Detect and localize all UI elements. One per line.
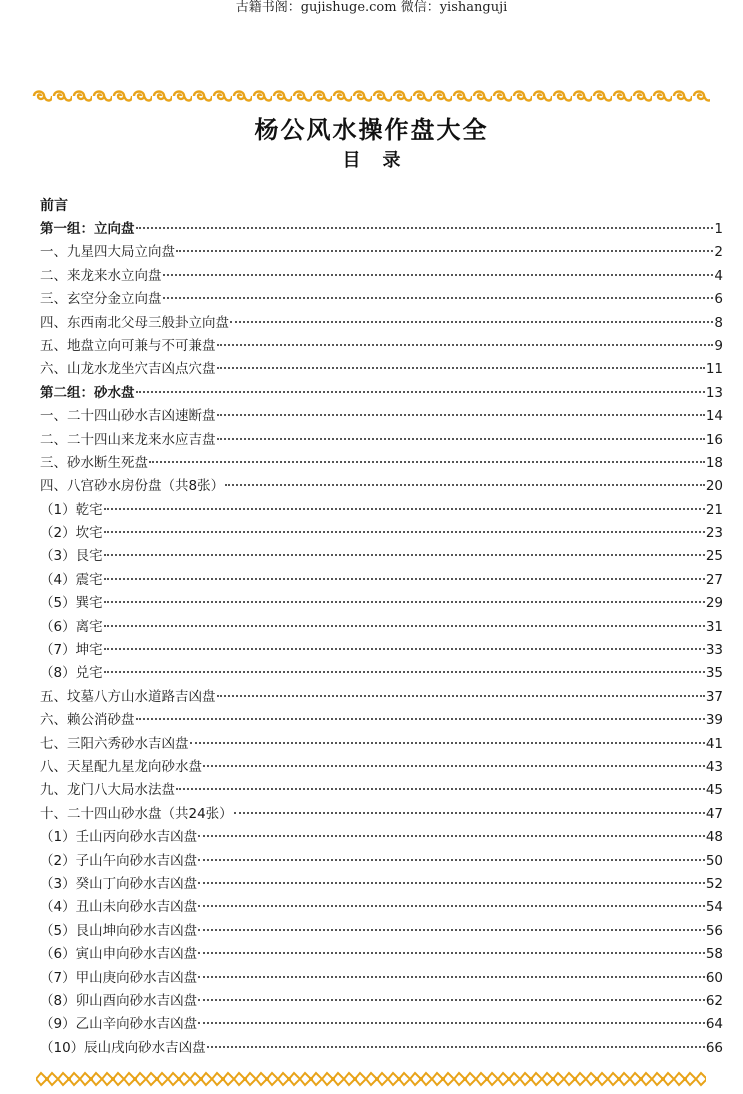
toc-leader-dots: [163, 297, 714, 299]
toc-entry-title: 五、地盘立向可兼与不可兼盘: [40, 337, 216, 354]
toc-leader-dots: [104, 554, 705, 556]
toc-entry-title: 二、二十四山来龙来水应吉盘: [40, 431, 216, 448]
toc-entry-page: 31: [705, 618, 723, 635]
toc-leader-dots: [198, 929, 705, 931]
toc-entry-title: 五、坟墓八方山水道路吉凶盘: [40, 688, 216, 705]
toc-entry-page: 2: [714, 244, 723, 261]
toc-leader-dots: [198, 1022, 705, 1024]
toc-entry[interactable]: [40, 429, 723, 452]
toc-leader-dots: [136, 718, 705, 720]
toc-entry-title: （7）甲山庚向砂水吉凶盘: [40, 969, 198, 986]
toc-entry-page: 58: [705, 946, 723, 963]
toc-entry[interactable]: [40, 405, 723, 428]
table-of-contents: [40, 218, 723, 1060]
toc-entry-title: 一、二十四山砂水吉凶速断盘: [40, 408, 216, 425]
toc-leader-dots: [104, 671, 705, 673]
toc-entry-title: 第二组：砂水盘: [40, 384, 135, 401]
toc-leader-dots: [149, 461, 705, 463]
toc-leader-dots: [198, 976, 705, 978]
toc-entry-title: （7）坤宅: [40, 642, 103, 659]
toc-entry[interactable]: [40, 733, 723, 756]
toc-entry[interactable]: [40, 709, 723, 732]
toc-leader-dots: [234, 812, 705, 814]
toc-leader-dots: [136, 227, 714, 229]
toc-entry-page: 48: [705, 829, 723, 846]
toc-entry-page: 14: [705, 408, 723, 425]
toc-entry[interactable]: [40, 545, 723, 568]
toc-entry-page: 27: [705, 571, 723, 588]
toc-entry-page: 50: [705, 852, 723, 869]
toc-leader-dots: [225, 484, 705, 486]
preface-entry[interactable]: 前言: [40, 198, 68, 214]
toc-entry-title: （5）艮山坤向砂水吉凶盘: [40, 922, 198, 939]
toc-entry-title: （3）癸山丁向砂水吉凶盘: [40, 875, 198, 892]
toc-entry-title: （6）离宅: [40, 618, 103, 635]
toc-leader-dots: [104, 508, 705, 510]
toc-entry[interactable]: [40, 1037, 723, 1060]
toc-entry-title: 第一组：立向盘: [40, 221, 135, 237]
toc-leader-dots: [136, 391, 705, 393]
toc-entry[interactable]: [40, 218, 723, 241]
toc-entry[interactable]: [40, 452, 723, 475]
toc-entry-title: （5）巽宅: [40, 595, 103, 612]
toc-entry-title: 一、九星四大局立向盘: [40, 244, 175, 261]
toc-entry-title: 四、东西南北父母三般卦立向盘: [40, 314, 229, 331]
toc-leader-dots: [198, 952, 705, 954]
toc-entry[interactable]: [40, 592, 723, 615]
toc-leader-dots: [198, 999, 705, 1001]
toc-entry[interactable]: [40, 756, 723, 779]
toc-entry-title: （10）辰山戌向砂水吉凶盘: [40, 1039, 206, 1056]
toc-entry-title: （6）寅山申向砂水吉凶盘: [40, 946, 198, 963]
toc-entry[interactable]: [40, 639, 723, 662]
toc-leader-dots: [104, 625, 705, 627]
toc-entry-page: 23: [705, 525, 723, 542]
toc-leader-dots: [217, 414, 705, 416]
toc-entry-title: 二、来龙来水立向盘: [40, 267, 162, 284]
toc-entry[interactable]: [40, 616, 723, 639]
toc-entry-title: （8）兑宅: [40, 665, 103, 682]
toc-leader-dots: [104, 601, 705, 603]
toc-entry[interactable]: [40, 873, 723, 896]
toc-leader-dots: [176, 788, 705, 790]
toc-entry-page: 20: [705, 478, 723, 495]
toc-entry-title: （9）乙山辛向砂水吉凶盘: [40, 1016, 198, 1033]
toc-entry-page: 47: [705, 805, 723, 822]
toc-entry[interactable]: [40, 522, 723, 545]
toc-entry-title: 六、赖公消砂盘: [40, 712, 135, 729]
toc-entry-title: 十、二十四山砂水盘（共24张）: [40, 805, 233, 822]
toc-entry-title: 四、八宫砂水房份盘（共8张）: [40, 478, 225, 495]
toc-entry-title: 九、龙门八大局水法盘: [40, 782, 175, 799]
toc-leader-dots: [176, 250, 713, 252]
toc-heading: 目录: [342, 150, 423, 171]
toc-leader-dots: [104, 578, 705, 580]
toc-entry-page: 54: [705, 899, 723, 916]
top-ornament-border: [32, 88, 710, 104]
toc-entry-page: 41: [705, 735, 723, 752]
toc-leader-dots: [198, 905, 705, 907]
toc-leader-dots: [217, 438, 705, 440]
toc-entry-page: 13: [705, 384, 723, 401]
toc-entry[interactable]: [40, 1013, 723, 1036]
toc-entry-title: 八、天星配九星龙向砂水盘: [40, 758, 202, 775]
toc-entry-title: （4）震宅: [40, 571, 103, 588]
toc-leader-dots: [163, 274, 714, 276]
toc-entry[interactable]: [40, 358, 723, 381]
toc-entry-page: 11: [705, 361, 723, 378]
toc-entry[interactable]: [40, 943, 723, 966]
toc-entry[interactable]: [40, 686, 723, 709]
toc-entry[interactable]: [40, 382, 723, 405]
toc-entry-page: 1: [714, 221, 723, 237]
toc-entry-page: 9: [714, 337, 723, 354]
toc-entry-page: 39: [705, 712, 723, 729]
toc-entry-page: 4: [714, 267, 723, 284]
toc-entry-page: 62: [705, 992, 723, 1009]
toc-entry-page: 16: [705, 431, 723, 448]
toc-entry[interactable]: [40, 312, 723, 335]
toc-entry-page: 45: [705, 782, 723, 799]
toc-entry-page: 52: [705, 875, 723, 892]
toc-leader-dots: [217, 695, 705, 697]
toc-entry[interactable]: [40, 779, 723, 802]
toc-entry-title: （2）坎宅: [40, 525, 103, 542]
toc-entry[interactable]: [40, 288, 723, 311]
toc-entry[interactable]: [40, 850, 723, 873]
toc-entry-title: （8）卯山酉向砂水吉凶盘: [40, 992, 198, 1009]
toc-entry-page: 33: [705, 642, 723, 659]
toc-entry-page: 66: [705, 1039, 723, 1056]
toc-leader-dots: [190, 742, 705, 744]
toc-entry-page: 37: [705, 688, 723, 705]
toc-entry-page: 25: [705, 548, 723, 565]
toc-entry[interactable]: [40, 475, 723, 498]
toc-entry-title: （1）壬山丙向砂水吉凶盘: [40, 829, 198, 846]
bottom-ornament-border: [36, 1070, 706, 1088]
toc-entry[interactable]: [40, 662, 723, 685]
toc-entry[interactable]: [40, 967, 723, 990]
toc-leader-dots: [230, 321, 713, 323]
toc-entry[interactable]: [40, 826, 723, 849]
toc-entry[interactable]: [40, 499, 723, 522]
toc-entry[interactable]: [40, 335, 723, 358]
toc-entry[interactable]: [40, 896, 723, 919]
toc-entry-page: 64: [705, 1016, 723, 1033]
toc-leader-dots: [217, 344, 714, 346]
toc-entry-page: 56: [705, 922, 723, 939]
toc-entry[interactable]: [40, 920, 723, 943]
toc-entry-title: 七、三阳六秀砂水吉凶盘: [40, 735, 189, 752]
toc-leader-dots: [198, 859, 705, 861]
toc-entry[interactable]: [40, 241, 723, 264]
toc-entry-title: （1）乾宅: [40, 501, 103, 518]
toc-entry-title: 六、山龙水龙坐穴吉凶点穴盘: [40, 361, 216, 378]
toc-entry-page: 6: [714, 291, 723, 308]
toc-entry-page: 35: [705, 665, 723, 682]
toc-entry-title: （3）艮宅: [40, 548, 103, 565]
toc-entry-title: （4）丑山未向砂水吉凶盘: [40, 899, 198, 916]
toc-leader-dots: [207, 1046, 705, 1048]
toc-entry-page: 60: [705, 969, 723, 986]
toc-entry[interactable]: [40, 265, 723, 288]
toc-entry[interactable]: [40, 990, 723, 1013]
toc-entry-title: （2）子山午向砂水吉凶盘: [40, 852, 198, 869]
toc-entry-page: 43: [705, 758, 723, 775]
toc-entry-page: 18: [705, 454, 723, 471]
toc-entry-title: 三、砂水断生死盘: [40, 454, 148, 471]
document-title: 杨公风水操作盘大全: [254, 115, 489, 144]
toc-entry-page: 21: [705, 501, 723, 518]
toc-entry-page: 29: [705, 595, 723, 612]
watermark-text: 古籍书阁：gujishuge.com 微信：yishanguji: [235, 0, 508, 15]
toc-leader-dots: [104, 648, 705, 650]
toc-leader-dots: [217, 367, 705, 369]
toc-leader-dots: [104, 531, 705, 533]
toc-entry[interactable]: [40, 569, 723, 592]
toc-entry-page: 8: [714, 314, 723, 331]
toc-leader-dots: [198, 882, 705, 884]
toc-entry-title: 三、玄空分金立向盘: [40, 291, 162, 308]
toc-leader-dots: [203, 765, 705, 767]
toc-entry[interactable]: [40, 803, 723, 826]
toc-leader-dots: [198, 835, 705, 837]
